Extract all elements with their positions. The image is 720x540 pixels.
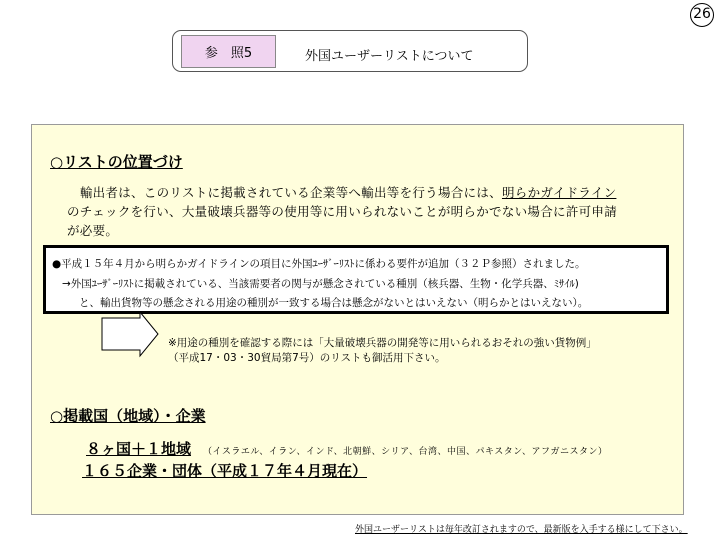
- country-list: （イスラエル、イラン、インド、北朝鮮、シリア、台湾、中国、パキスタン、アフガニスタン）: [203, 447, 608, 457]
- note-line-2: （平成17・03・30貿局第7号）のリストも御活用下さい。: [168, 352, 446, 364]
- section-heading-list-position: ○リストの位置づけ: [50, 153, 183, 171]
- footer-note: 外国ユーザーリストは毎年改訂されますので、最新版を入手する様にして下さい。: [355, 525, 688, 535]
- guideline-link-text: 明らかガイドライン: [501, 185, 617, 200]
- paragraph-line-2: のチェックを行い、大量破壊兵器等の使用等に用いられないことが明らかでない場合に許可申請: [67, 204, 618, 219]
- reference-label: 参 照5: [204, 46, 253, 61]
- paragraph-line-3: が必要。: [67, 223, 119, 238]
- notice-line-3: と、輸出貨物等の懸念される用途の種別が一致する場合は懸念がないとはいえない（明らかとはいえない）。: [79, 297, 589, 309]
- country-count: ８ヶ国＋１地域: [86, 440, 192, 458]
- page-number: 26: [690, 3, 714, 27]
- section-heading-countries: ○掲載国（地域）・企業: [50, 407, 206, 425]
- callout-arrow-icon: [100, 312, 160, 362]
- note-line-1: ※用途の種別を確認する際には「大量破壊兵器の開発等に用いられるおそれの強い貨物例」: [168, 337, 597, 349]
- notice-line-1: ●平成１５年４月から明らかガイドラインの項目に外国ﾕｰｻﾞｰﾘｽﾄに係わる要件が追加（３２Ｐ参照）されました。: [52, 258, 586, 270]
- list-position-paragraph: [67, 183, 677, 240]
- notice-box: [43, 245, 669, 314]
- reference-tag: [181, 35, 276, 68]
- notice-line-2: →外国ﾕｰｻﾞｰﾘｽﾄに掲載されている、当該需要者の関与が懸念されている種別（核兵器、生物・化学兵器、ﾐｻｲﾙ): [62, 278, 579, 290]
- paragraph-line-1-text: 輸出者は、このリストに掲載されている企業等へ輸出等を行う場合には、: [79, 185, 502, 200]
- company-count: １６５企業・団体（平成１７年４月現在）: [82, 462, 368, 480]
- paragraph-line-1: [67, 183, 677, 202]
- page-title: 外国ユーザーリストについて: [305, 49, 474, 64]
